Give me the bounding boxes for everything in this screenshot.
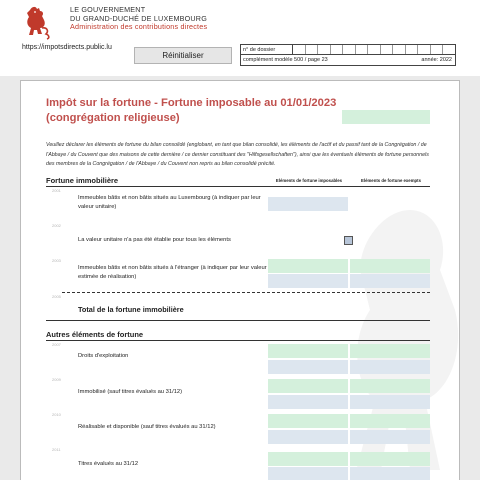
titres-exempts-field[interactable] (350, 452, 430, 466)
government-heading (70, 6, 207, 32)
row-label: La valeur unitaire n'a pas été établie pour tous les éléments (78, 237, 231, 243)
page-title (46, 96, 336, 126)
row-label: Immeubles bâtis et non bâtis situés au Luxembourg (à indiquer par leur valeur unitaire) (78, 195, 261, 210)
section-divider (46, 186, 430, 187)
dossier-digit-field[interactable] (356, 45, 369, 54)
section-divider (46, 340, 430, 341)
intro-text: Veuillez déclarer les éléments de fortune du bilan consolidé (englobant, en tant que bilan consolidé, les éléments de l'actif et du passif tant de la Congrégation / de l'Abbaye / du Couvent que des maisons de cette dernière / ce dernier constituant des "Hilfsgesellschaften"), ainsi que les éventuels éléments de fortune personnels des membres de la Congrégation / de l'Abbaye / du Couvent non repris au bilan consolidé précité. (46, 142, 429, 167)
realisable-imposable-field-2[interactable] (268, 430, 348, 444)
titres-imposable-field-2[interactable] (268, 467, 348, 480)
total-divider (62, 292, 430, 293)
dossier-digit-field[interactable] (318, 45, 331, 54)
dossier-digit-field[interactable] (331, 45, 344, 54)
dossier-digit-field[interactable] (406, 45, 419, 54)
dossier-label: n° de dossier (241, 45, 293, 54)
row-code: 2001 (52, 188, 61, 193)
immeubles-etranger-exempts-field-2[interactable] (350, 274, 430, 288)
total-fortune-immobiliere-label: Total de la fortune immobilière (78, 305, 184, 314)
dossier-digit-field[interactable] (306, 45, 319, 54)
tax-year: année: 2022 (421, 57, 452, 63)
row-label: Immeubles bâtis et non bâtis situés à l'étranger (à indiquer par leur valeur estimée de réalisation) (78, 265, 267, 280)
gov-line-2: DU GRAND-DUCHÉ DE LUXEMBOURG (70, 13, 207, 23)
realisable-exempts-field[interactable] (350, 414, 430, 428)
titres-imposable-field[interactable] (268, 452, 348, 466)
row-label: Réalisable et disponible (sauf titres évalués au 31/12) (78, 424, 216, 430)
row-label: Droits d'exploitation (78, 353, 129, 359)
titres-exempts-field-2[interactable] (350, 467, 430, 480)
realisable-imposable-field[interactable] (268, 414, 348, 428)
column-header-exempts: Eléments de fortune exempts (361, 178, 421, 183)
title-line-1: Impôt sur la fortune - Fortune imposable au 01/01/2023 (46, 97, 337, 109)
droits-exploitation-imposable-field-2[interactable] (268, 360, 348, 374)
immobilise-exempts-field-2[interactable] (350, 395, 430, 409)
row-code: 2010 (52, 412, 61, 417)
row-code: 2011 (52, 447, 61, 452)
row-code: 2007 (52, 342, 61, 347)
droits-exploitation-exempts-field-2[interactable] (350, 360, 430, 374)
dossier-digit-field[interactable] (381, 45, 394, 54)
form-reference: complément modèle 500 / page 23 (243, 57, 328, 63)
immeubles-luxembourg-imposable-field[interactable] (268, 197, 348, 211)
row-label: Titres évalués au 31/12 (78, 461, 139, 467)
section-title-autres-elements: Autres éléments de fortune (46, 330, 144, 339)
section-title-fortune-immobiliere: Fortune immobilière (46, 176, 119, 185)
immobilise-imposable-field[interactable] (268, 379, 348, 393)
dossier-digit-field[interactable] (431, 45, 444, 54)
dossier-digit-field[interactable] (343, 45, 356, 54)
dossier-digit-field[interactable] (418, 45, 431, 54)
immeubles-etranger-imposable-field-2[interactable] (268, 274, 348, 288)
droits-exploitation-imposable-field[interactable] (268, 344, 348, 358)
row-code: 2005 (52, 294, 61, 299)
immeubles-etranger-imposable-field[interactable] (268, 259, 348, 273)
dossier-digit-field[interactable] (293, 45, 306, 54)
lion-emblem-icon (22, 4, 52, 40)
column-header-imposable: Eléments de fortune imposables (275, 178, 343, 183)
droits-exploitation-exempts-field[interactable] (350, 344, 430, 358)
valeur-unitaire-checkbox[interactable] (344, 236, 353, 245)
title-line-2: (congrégation religieuse) (46, 112, 180, 124)
gov-line-3: Administration des contributions directes (70, 22, 208, 32)
dossier-digit-field[interactable] (368, 45, 381, 54)
reset-button[interactable]: Réinitialiser (134, 47, 232, 64)
gov-line-1: LE GOUVERNEMENT (70, 5, 146, 14)
dossier-digit-field[interactable] (393, 45, 406, 54)
site-url[interactable]: https://impotsdirects.public.lu (22, 44, 112, 51)
row-label: Immobilisé (sauf titres évalués au 31/12) (78, 389, 183, 395)
section-divider (46, 320, 430, 321)
dossier-box (240, 44, 456, 66)
title-input-field[interactable] (342, 110, 430, 124)
immobilise-exempts-field[interactable] (350, 379, 430, 393)
row-code: 2002 (52, 223, 61, 228)
immeubles-etranger-exempts-field[interactable] (350, 259, 430, 273)
dossier-digit-field[interactable] (443, 45, 455, 54)
row-code: 2009 (52, 377, 61, 382)
immobilise-imposable-field-2[interactable] (268, 395, 348, 409)
realisable-exempts-field-2[interactable] (350, 430, 430, 444)
row-code: 2003 (52, 258, 61, 263)
